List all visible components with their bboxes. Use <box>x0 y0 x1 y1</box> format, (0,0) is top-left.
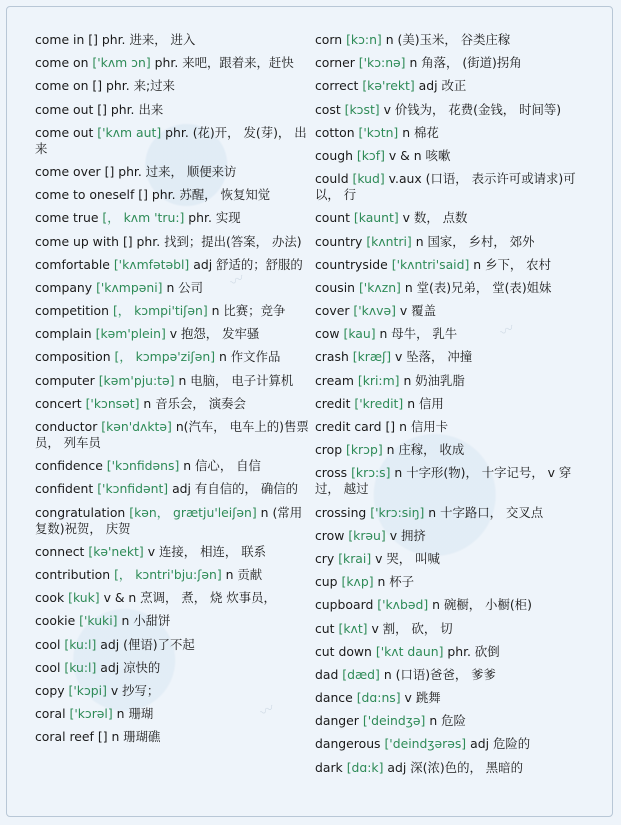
watermark-decoration: 〰 <box>227 270 248 292</box>
entry-word: come out <box>35 101 94 117</box>
entry-word: complain <box>35 326 92 342</box>
entry-phonetic: [kʌp] <box>341 574 374 590</box>
entry-phonetic: ['kuki] <box>79 613 118 629</box>
entry-phonetic: ['kɔnfidəns] <box>106 458 180 474</box>
vocab-entry <box>35 280 313 296</box>
entry-phonetic: ['kɔnfidənt] <box>97 481 169 497</box>
entry-definition: n 音乐会， 演奏会 <box>143 395 246 411</box>
entry-word: composition <box>35 349 111 365</box>
vocab-entry <box>315 148 595 164</box>
entry-phonetic: [， kɔntri'bju:ʃən] <box>114 566 222 582</box>
vocab-entry <box>35 396 313 412</box>
entry-phonetic: [kuk] <box>68 590 100 606</box>
entry-word: computer <box>35 372 95 388</box>
entry-definition: n 电脑， 电子计算机 <box>178 372 294 388</box>
entry-phonetic: ['krɔ:siŋ] <box>370 504 425 520</box>
entry-definition: v 拥挤 <box>389 527 426 543</box>
vocab-entry <box>315 210 595 226</box>
entry-word: cup <box>315 574 338 590</box>
entry-definition: v 哭， 叫喊 <box>375 550 440 566</box>
entry-definition: n 乡下， 农村 <box>473 256 551 272</box>
entry-word: copy <box>35 682 65 698</box>
entry-word: correct <box>315 78 359 94</box>
vocab-entry <box>315 574 595 590</box>
entry-definition: n 公司 <box>166 279 204 295</box>
entry-phonetic: ['kʌm aut] <box>97 124 162 140</box>
vocab-entry <box>315 690 595 706</box>
entry-word: dangerous <box>315 736 381 752</box>
entry-word: could <box>315 171 349 187</box>
entry-definition: n 国家， 乡村， 郊外 <box>415 233 535 249</box>
entry-word: cost <box>315 101 341 117</box>
vocab-entry <box>35 567 313 583</box>
entry-phonetic: [kɔf] <box>356 147 385 163</box>
entry-phonetic: ['deindʒə] <box>362 713 426 729</box>
entry-word: company <box>35 279 93 295</box>
vocab-entry <box>315 171 595 203</box>
entry-word: comfortable <box>35 256 110 272</box>
entry-definition: phr. 实现 <box>188 210 241 226</box>
entry-definition: v 连接， 相连， 联系 <box>147 543 266 559</box>
entry-phonetic: ['deindʒərəs] <box>384 736 467 752</box>
vocab-entry <box>315 303 595 319</box>
entry-phonetic: ['kʌzn] <box>358 279 401 295</box>
vocab-entry <box>315 78 595 94</box>
vocab-entry <box>35 349 313 365</box>
entry-definition: n 奶油乳脂 <box>403 372 465 388</box>
entry-definition: adj 改正 <box>418 78 467 94</box>
entry-phonetic: ['kɔnsət] <box>85 395 140 411</box>
vocab-entry <box>315 713 595 729</box>
entry-phonetic: ['kʌt daun] <box>375 643 444 659</box>
watermark-decoration: 〰 <box>497 320 518 342</box>
entry-word: cut <box>315 620 335 636</box>
entry-definition: v 抄写； <box>110 682 160 698</box>
entry-definition: v 割， 砍， 切 <box>371 620 453 636</box>
entry-definition: n 小甜饼 <box>121 613 171 629</box>
vocab-entry <box>315 528 595 544</box>
vocab-entry <box>35 505 313 537</box>
vocab-entry <box>35 326 313 342</box>
entry-phonetic: [dæd] <box>342 666 380 682</box>
vocab-entry <box>35 729 313 745</box>
entry-phonetic: ['kʌntri'said] <box>391 256 470 272</box>
entry-definition: n 庄稼， 收成 <box>386 442 465 458</box>
entry-word: cook <box>35 590 65 606</box>
entry-definition: v.aux (口语， 表示许可或请求)可以， 行 <box>315 171 576 203</box>
vocab-entry <box>315 419 595 435</box>
vocab-entry <box>35 481 313 497</box>
entry-word: cousin <box>315 279 355 295</box>
entry-word: competition <box>35 303 109 319</box>
entry-definition: v 抱怨， 发牢骚 <box>169 326 260 342</box>
entry-phonetic: ['kɔrəl] <box>69 706 113 722</box>
entry-definition: [] phr. 来;过来 <box>92 78 175 94</box>
entry-phonetic: ['kʌbəd] <box>377 597 429 613</box>
entry-definition: n 棉花 <box>402 124 439 140</box>
entry-word: confident <box>35 481 94 497</box>
entry-definition: n 杯子 <box>377 574 415 590</box>
entry-definition: adj 深(浓)色的， 黑暗的 <box>387 759 523 775</box>
entry-definition: adj 危险的 <box>470 736 531 752</box>
entry-definition: adj 舒适的；舒服的 <box>193 256 303 272</box>
vocab-entry <box>315 280 595 296</box>
vocab-entry <box>315 326 595 342</box>
entry-word: dance <box>315 690 353 706</box>
entry-word: cool <box>35 659 61 675</box>
vocab-entry <box>315 667 595 683</box>
entry-word: cotton <box>315 124 355 140</box>
vocab-entry <box>315 597 595 613</box>
entry-definition: n 贡献 <box>225 566 263 582</box>
entry-phonetic: [dɑ:ns] <box>356 690 401 706</box>
entry-definition: n 十字形(物)， 十字记号， v 穿过， 越过 <box>315 465 572 497</box>
entry-definition: n 堂(表)兄弟， 堂(表)姐妹 <box>404 279 552 295</box>
entry-phonetic: ['kredit] <box>354 395 404 411</box>
entry-phonetic: [kud] <box>352 171 385 187</box>
vocab-entry <box>315 465 595 497</box>
vocab-entry <box>35 303 313 319</box>
entry-phonetic: ['kɔ:nə] <box>358 55 406 71</box>
entry-definition: adj (俚语)了不起 <box>100 636 195 652</box>
entry-definition: n 危险 <box>429 713 466 729</box>
entry-word: count <box>315 210 350 226</box>
entry-phonetic: [kri:m] <box>357 372 400 388</box>
entry-word: corn <box>315 32 343 47</box>
vocab-entry <box>315 257 595 273</box>
entry-phonetic: [kən'dʌktə] <box>101 419 172 434</box>
vocab-entry <box>315 505 595 521</box>
vocab-entry <box>35 706 313 722</box>
entry-word: crop <box>315 442 343 458</box>
entry-definition: phr. (花)开， 发(芽)， 出来 <box>35 124 307 156</box>
vocab-entry <box>35 373 313 389</box>
entry-phonetic: [kaunt] <box>353 210 399 226</box>
entry-phonetic: [dɑ:k] <box>346 759 384 775</box>
entry-word: cover <box>315 303 350 319</box>
entry-word: confidence <box>35 458 103 474</box>
entry-word: danger <box>315 713 359 729</box>
entry-definition: n (口语)爸爸， 爹爹 <box>383 666 496 682</box>
entry-word: come out <box>35 124 94 140</box>
entry-phonetic: [kræʃ] <box>352 349 392 365</box>
right-column <box>315 32 595 783</box>
vocab-entry <box>35 78 313 94</box>
vocab-entry <box>315 736 595 752</box>
entry-definition: v 价钱为， 花费(金钱， 时间等) <box>383 101 562 117</box>
entry-word: cupboard <box>315 597 374 613</box>
entry-phonetic: [kə'nekt] <box>88 543 144 559</box>
vocab-entry <box>315 760 595 776</box>
entry-definition: n (美)玉米， 谷类庄稼 <box>385 32 511 47</box>
vocab-entry <box>35 102 313 118</box>
entry-word: cow <box>315 326 340 342</box>
entry-definition: phr. 砍倒 <box>447 643 500 659</box>
entry-definition: [] phr. 找到；提出(答案， 办法) <box>122 233 302 249</box>
vocab-entry <box>35 458 313 474</box>
vocab-entry <box>35 683 313 699</box>
entry-word: credit <box>315 395 351 411</box>
entry-word: credit card <box>315 419 382 434</box>
vocab-entry <box>35 544 313 560</box>
vocab-entry <box>315 373 595 389</box>
entry-phonetic: [kʌt] <box>338 620 368 636</box>
entry-word: cross <box>315 465 348 481</box>
entry-word: crow <box>315 527 345 543</box>
entry-definition: adj 有自信的， 确信的 <box>172 481 298 497</box>
vocab-entry <box>315 442 595 458</box>
entry-word: come on <box>35 55 89 71</box>
entry-phonetic: [， kɔmpi'tiʃən] <box>112 303 208 319</box>
vocab-entry <box>35 187 313 203</box>
vocab-entry <box>315 125 595 141</box>
entry-definition: [] phr. 过来， 顺便来访 <box>104 163 237 179</box>
left-column <box>35 32 313 752</box>
vocab-entry <box>35 257 313 273</box>
entry-definition: phr. 来吧，跟着来，赶快 <box>154 55 294 71</box>
vocab-entry <box>315 55 595 71</box>
entry-definition: v 跳舞 <box>404 690 441 706</box>
entry-phonetic: [krɔp] <box>346 442 383 458</box>
entry-phonetic: [kən， grætju'leiʃən] <box>129 504 257 520</box>
entry-phonetic: [krɔ:s] <box>351 465 391 481</box>
entry-word: cookie <box>35 613 76 629</box>
entry-definition: [] phr. 出来 <box>97 101 164 117</box>
entry-word: come in <box>35 32 85 47</box>
entry-phonetic: [krəu] <box>348 527 386 543</box>
entry-word: cry <box>315 550 335 566</box>
vocab-entry <box>35 590 313 606</box>
vocab-entry <box>315 32 595 48</box>
entry-definition: n (常用复数)祝贺， 庆贺 <box>35 504 303 536</box>
entry-phonetic: ['kʌvə] <box>353 303 396 319</box>
entry-definition: v & n 咳嗽 <box>388 147 451 163</box>
entry-word: come up with <box>35 233 119 249</box>
entry-word: crash <box>315 349 349 365</box>
entry-word: connect <box>35 543 85 559</box>
entry-word: come on <box>35 78 89 94</box>
entry-phonetic: [kʌntri] <box>366 233 412 249</box>
vocab-entry <box>315 551 595 567</box>
vocab-entry <box>315 396 595 412</box>
entry-word: dad <box>315 666 339 682</box>
entry-definition: adj 凉快的 <box>100 659 161 675</box>
vocab-entry <box>315 102 595 118</box>
vocab-entry <box>35 32 313 48</box>
entry-word: come over <box>35 163 101 179</box>
entry-definition: v & n 烹调， 煮， 烧 炊事员， <box>103 590 276 606</box>
vocab-entry <box>315 644 595 660</box>
entry-word: concert <box>35 395 82 411</box>
entry-word: cut down <box>315 643 372 659</box>
entry-phonetic: [kəm'pju:tə] <box>98 372 175 388</box>
entry-definition: n 碗橱， 小橱(柜) <box>432 597 532 613</box>
entry-word: conductor <box>35 419 98 434</box>
entry-phonetic: ['kɔtn] <box>358 124 399 140</box>
vocab-entry <box>315 234 595 250</box>
entry-phonetic: ['kɔpi] <box>68 682 107 698</box>
entry-word: cool <box>35 636 61 652</box>
entry-phonetic: [ku:l] <box>64 636 97 652</box>
entry-word: coral <box>35 706 66 722</box>
vocab-entry <box>35 164 313 180</box>
entry-word: come to oneself <box>35 187 135 203</box>
entry-word: congratulation <box>35 504 126 520</box>
entry-definition: [] n 信用卡 <box>385 419 449 434</box>
entry-word: corner <box>315 55 355 71</box>
entry-definition: [] phr. 苏醒， 恢复知觉 <box>138 187 271 203</box>
entry-definition: n 作文作品 <box>218 349 281 365</box>
entry-word: come true <box>35 210 99 226</box>
entry-phonetic: [kə'rekt] <box>362 78 415 94</box>
entry-definition: n 珊瑚 <box>116 706 154 722</box>
vocab-entry <box>315 621 595 637</box>
entry-definition: n 信用 <box>407 395 444 411</box>
entry-definition: v 数， 点数 <box>402 210 468 226</box>
entry-phonetic: [kɔst] <box>344 101 380 117</box>
vocab-entry <box>35 660 313 676</box>
entry-word: coral reef <box>35 729 94 745</box>
entry-definition: v 坠落， 冲撞 <box>395 349 473 365</box>
entry-definition: v 覆盖 <box>399 303 436 319</box>
entry-word: dark <box>315 759 343 775</box>
entry-definition: [] phr. 进来， 进入 <box>88 32 196 47</box>
vocab-entry <box>315 349 595 365</box>
entry-phonetic: [krai] <box>338 550 372 566</box>
entry-definition: n 比赛；竞争 <box>211 303 286 319</box>
entry-word: cream <box>315 372 354 388</box>
vocab-entry <box>35 125 313 157</box>
entry-phonetic: ['kʌmfətəbl] <box>113 256 190 272</box>
vocab-entry <box>35 637 313 653</box>
vocab-entry <box>35 55 313 71</box>
vocab-entry <box>35 613 313 629</box>
entry-word: countryside <box>315 256 388 272</box>
entry-word: country <box>315 233 363 249</box>
vocab-entry <box>35 210 313 226</box>
vocab-entry <box>35 419 313 451</box>
entry-definition: n 十字路口， 交叉点 <box>428 504 544 520</box>
entry-definition: n 信心， 自信 <box>183 458 261 474</box>
entry-phonetic: [ku:l] <box>64 659 97 675</box>
entry-word: contribution <box>35 566 111 582</box>
entry-phonetic: [kəm'plein] <box>95 326 166 342</box>
entry-definition: n 母牛， 乳牛 <box>379 326 458 342</box>
entry-phonetic: ['kʌmpəni] <box>96 279 163 295</box>
entry-definition: n 角落， (街道)拐角 <box>409 55 522 71</box>
entry-definition: n(汽车， 电车上的)售票员， 列车员 <box>35 419 309 450</box>
watermark-decoration: 〰 <box>257 700 278 722</box>
vocab-entry <box>35 234 313 250</box>
entry-phonetic: [， kɔmpə'ziʃən] <box>114 349 216 365</box>
entry-word: crossing <box>315 504 367 520</box>
entry-definition: [] n 珊瑚礁 <box>97 729 161 745</box>
entry-word: cough <box>315 147 353 163</box>
entry-phonetic: [， kʌm 'tru:] <box>102 210 185 226</box>
entry-phonetic: ['kʌm ɔn] <box>92 55 151 71</box>
entry-phonetic: [kau] <box>343 326 376 342</box>
entry-phonetic: [kɔ:n] <box>346 32 382 47</box>
